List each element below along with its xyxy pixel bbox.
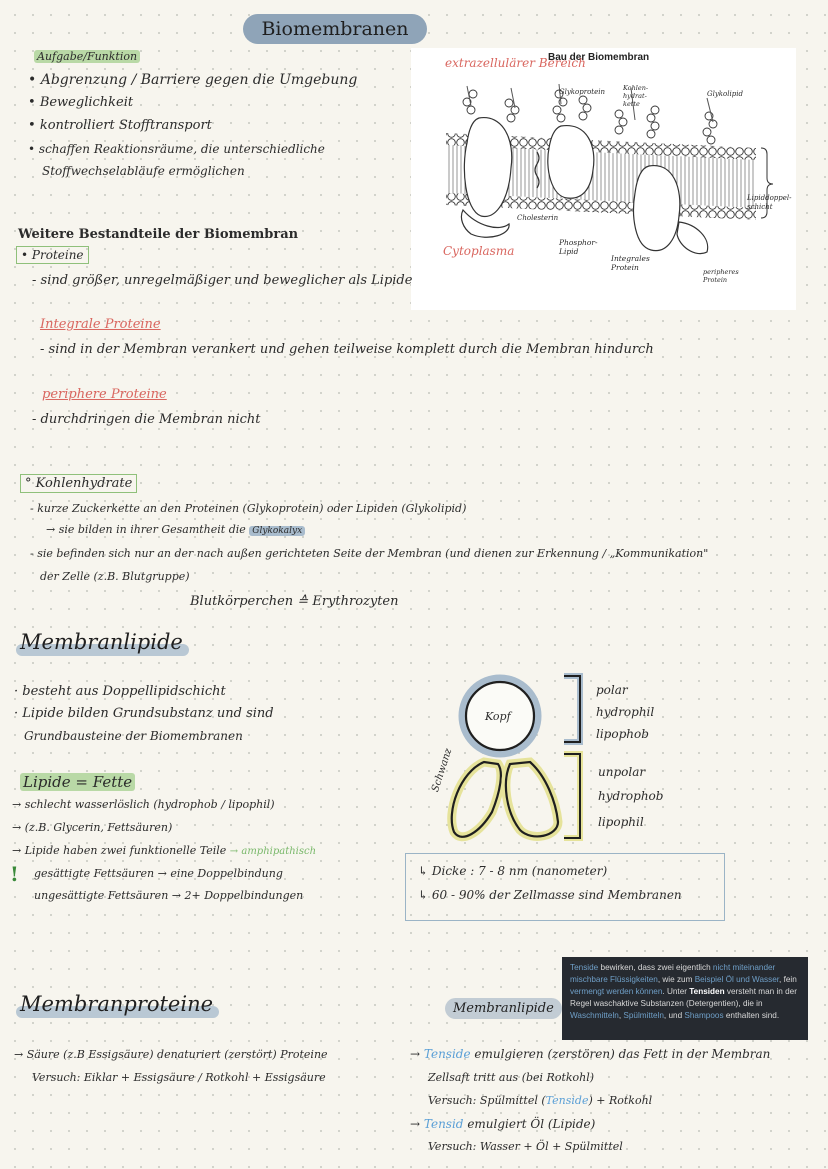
tt-w13: Spülmitteln: [623, 1011, 664, 1020]
tail-highlight-left: [452, 762, 501, 837]
membranproteine-heading-text: Membranproteine: [20, 992, 214, 1016]
lipide-line-2: → (z.B. Glycerin, Fettsäuren): [12, 821, 173, 834]
schwanz-label: Schwanz: [430, 747, 455, 794]
page-title: [243, 14, 427, 44]
label-peripheres-protein: peripheres Protein: [703, 268, 739, 284]
aufgabe-heading-text: Aufgabe/Funktion: [34, 50, 140, 63]
amphipathisch: → amphipathisch: [229, 846, 317, 857]
kh-line-5: Blutkörperchen ≙ Erythrozyten: [190, 594, 399, 609]
kh-line-2: [46, 523, 305, 536]
tt-w10: versteht man in der Regel waschaktive Substanzen (Detergentien), die in: [570, 987, 797, 1008]
kopf-label: Kopf: [485, 710, 511, 723]
membrane-facts-box: [405, 853, 725, 921]
lipide-line-5: ungesättigte Fettsäuren → 2+ Doppelbindungen: [34, 889, 304, 902]
tt-w1: Tenside: [570, 963, 599, 972]
label-kohlenhydratkette: Kohlen-hydrat-kette: [623, 84, 649, 108]
kohlenhydrate-box: ° Kohlenhydrate: [20, 474, 137, 493]
tt-w5: Beispiel Öl und Wasser: [694, 975, 780, 984]
ml2-line-3: [428, 1094, 652, 1107]
label-cytoplasma: Cytoplasma: [443, 244, 515, 258]
peripheral-protein-right: [677, 222, 708, 254]
bestandteile-heading: Weitere Bestandteile der Biomembran: [18, 227, 299, 242]
ml2-line-1: [410, 1047, 770, 1061]
ml-bullet-2: · Lipide bilden Grundsubstanz und sind: [14, 706, 274, 721]
aufgabe-item-4-text: schaffen Reaktionsräume, die unterschiedliche: [38, 142, 325, 156]
ml2-tensid: Tensid: [423, 1117, 464, 1131]
tt-w7: vermengt werden können: [570, 987, 663, 996]
aufgabe-item-2: • Beweglichkeit: [28, 95, 134, 110]
ml-bullet-3: Grundbausteine der Biomembranen: [24, 729, 243, 743]
phospholipid-drawing: [440, 672, 690, 847]
aufgabe-item-2-text: Beweglichkeit: [39, 95, 134, 110]
tt-w3: nicht miteinander mischbare Flüssigkeiten: [570, 963, 776, 984]
tt-w16: enthalten sind.: [723, 1011, 780, 1020]
aufgabe-item-5: Stoffwechselabläufe ermöglichen: [42, 164, 245, 178]
ml2-line-3a: Versuch: Spülmittel (: [428, 1094, 546, 1107]
integral-protein-right: [634, 166, 680, 251]
proteine-desc: - sind größer, unregelmäßiger und beweglicher als Lipide: [32, 273, 413, 288]
tt-w15: Shampoos: [684, 1011, 724, 1020]
aufgabe-item-4: • schaffen Reaktionsräume, die unterschiedliche: [28, 142, 325, 156]
mp-line-1: → Säure (z.B Essigsäure) denaturiert (zerstört) Proteine: [14, 1048, 328, 1061]
periphere-desc: - durchdringen die Membran nicht: [32, 412, 261, 427]
ml2-line-4: [410, 1117, 595, 1131]
label-glykoprotein: Glykoprotein: [559, 88, 605, 96]
label-lipiddoppelschicht: Lipiddoppel-schicht: [747, 194, 792, 211]
tt-w2: bewirken, dass zwei eigentlich: [598, 963, 713, 972]
lipide-line-3a: → Lipide haben zwei funktionelle Teile: [12, 844, 227, 857]
polar-1: polar: [596, 683, 628, 697]
tt-w14: , und: [663, 1011, 685, 1020]
tt-w12: ,: [618, 1011, 624, 1020]
kh-line-3: - sie befinden sich nur an der nach außen gerichteten Seite der Membran (und dienen zur Erkennung / „Kommunikation": [30, 547, 709, 560]
polar-3: lipophob: [596, 727, 649, 741]
unpolar-1: unpolar: [598, 765, 646, 779]
unpolar-3: lipophil: [598, 815, 644, 829]
label-cholesterin: Cholesterin: [517, 214, 559, 222]
glykokalyx: Glykokalyx: [249, 526, 305, 536]
proteine-text: Proteine: [31, 248, 84, 262]
unpolar-2: hydrophob: [598, 789, 664, 803]
title-text: Biomembranen: [261, 18, 409, 40]
membranlipide-heading: [20, 630, 183, 654]
periphere-title: periphere Proteine: [42, 387, 167, 402]
aufgabe-item-3-text: kontrolliert Stofftransport: [39, 118, 212, 133]
kh-line-2a: → sie bilden in ihrer Gesamtheit die: [46, 523, 246, 536]
mp-line-2: Versuch: Eiklar + Essigsäure / Rotkohl + Essigsäure: [32, 1071, 326, 1084]
lipide-line-4: gesättigte Fettsäuren → eine Doppelbindung: [34, 867, 283, 880]
integrale-desc: - sind in der Membran verankert und gehen teilweise komplett durch die Membran hindurch: [40, 342, 654, 357]
aufgabe-item-3: • kontrolliert Stofftransport: [28, 118, 212, 133]
tenside-tooltip: [562, 957, 808, 1040]
aufgabe-item-1-text: Abgrenzung / Barriere gegen die Umgebung: [40, 72, 358, 88]
exclamation-icon: !: [10, 862, 19, 886]
aufgabe-item-1: • Abgrenzung / Barriere gegen die Umgebung: [28, 72, 358, 88]
tt-w11: Waschmitteln: [570, 1011, 619, 1020]
proteine-label: [16, 248, 89, 262]
ml2-line-4a: →: [410, 1117, 421, 1131]
integral-protein-middle: [548, 126, 594, 199]
label-extrazellulaer: extrazellulärer Bereich: [445, 56, 586, 70]
lipide-line-3: [12, 844, 316, 857]
lipide-title-text: Lipide = Fette: [20, 773, 135, 791]
ml2-tenside-1: Tenside: [423, 1047, 471, 1061]
ml2-line-4c: emulgiert Öl (Lipide): [467, 1117, 596, 1131]
ml2-line-1a: →: [410, 1047, 421, 1061]
ml2-line-5: Versuch: Wasser + Öl + Spülmittel: [428, 1140, 623, 1153]
dicke-text: ↳ Dicke : 7 - 8 nm (nanometer): [418, 864, 608, 878]
kohlenhydrate-text: Kohlenhydrate: [35, 476, 133, 491]
kh-line-1: - kurze Zuckerkette an den Proteinen (Glykoprotein) oder Lipiden (Glykolipid): [30, 502, 467, 515]
ml-bullet-1: · besteht aus Doppellipidschicht: [14, 684, 226, 699]
tt-w8: . Unter: [662, 987, 690, 996]
tt-w4: , wie zum: [657, 975, 695, 984]
ml2-line-2: Zellsaft tritt aus (bei Rotkohl): [428, 1071, 595, 1084]
tt-w6: , fein: [779, 975, 797, 984]
lipide-line-1: → schlecht wasserlöslich (hydrophob / lipophil): [12, 798, 275, 811]
ml2-line-3c: ) + Rotkohl: [588, 1094, 653, 1107]
kh-line-4: der Zelle (z.B. Blutgruppe): [40, 570, 190, 583]
lipide-title: [20, 773, 135, 791]
proteine-box: • Proteine: [16, 246, 89, 264]
membranproteine-heading: [20, 992, 213, 1016]
membranlipide-heading-text: Membranlipide: [20, 630, 183, 654]
label-integrales-protein: Integrales Protein: [611, 254, 650, 272]
tail-highlight-right: [506, 762, 558, 836]
aufgabe-heading: [34, 50, 140, 63]
integrale-title: Integrale Proteine: [40, 317, 161, 332]
label-glykolipid: Glykolipid: [707, 90, 743, 98]
zellmasse-text: ↳ 60 - 90% der Zellmasse sind Membranen: [418, 888, 682, 902]
unpolar-bracket-highlight: [564, 754, 580, 838]
label-phospholipid: Phosphor-Lipid: [559, 238, 598, 256]
tt-w9: Tensiden: [689, 987, 725, 996]
biomembrane-diagram: [411, 48, 796, 310]
membranlipide-pill: Membranlipide: [445, 998, 562, 1019]
ml2-tenside-2: Tenside: [545, 1094, 589, 1107]
diagram-title: Bau der Biomembran: [548, 52, 650, 63]
ml2-line-1c: emulgieren (zerstören) das Fett in der Membran: [474, 1047, 771, 1061]
kohlenhydrate-label: [20, 476, 137, 491]
polar-bracket-highlight: [564, 676, 580, 742]
polar-2: hydrophil: [596, 705, 655, 719]
